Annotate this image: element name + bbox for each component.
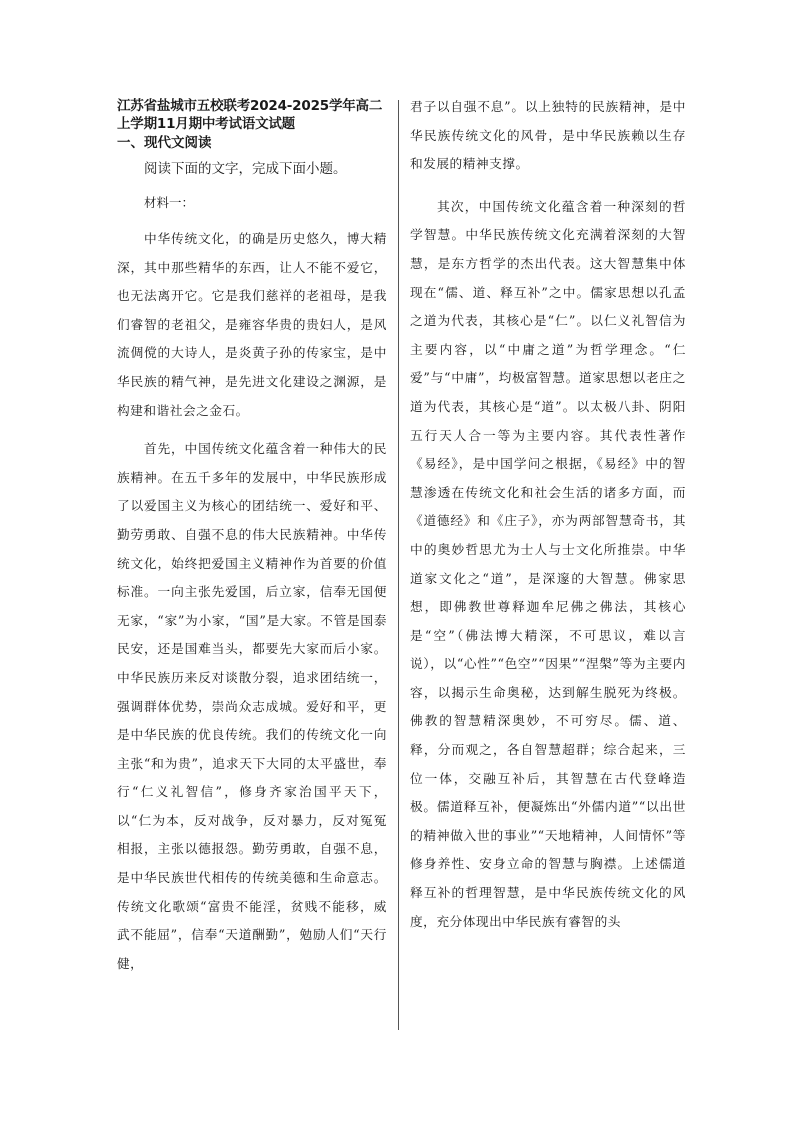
column-divider	[398, 100, 399, 1030]
instruction-text: 阅读下面的文字，完成下面小题。	[144, 161, 347, 177]
material-label: 材料一：	[144, 195, 195, 210]
right-column	[410, 97, 686, 936]
document-title: 江苏省盐城市五校联考2024-2025学年高二上学期11月期中考试语文试题	[117, 98, 383, 132]
left-column	[117, 97, 387, 978]
paragraph-3: 其次，中国传统文化蕴含着一种深刻的哲学智慧。中华民族传统文化充满着深刻的大智慧，是东方哲学的杰出代表。这大智慧集中体现在“儒、道、释互补”之中。儒家思想以孔孟之道为代表，其核心是“仁”。以仁义礼智信为主要内容，以“中庸之道”为哲学理念。“仁爱”与“中庸”，均极富智慧。道家思想以老庄之道为代表，其核心是“道”。以太极八卦、阴阳五行天人合一等为主要内容。其代表性著作《易经》，是中国学问之根据，《易经》中的智慧渗透在传统文化和社会生活的诸多方面，而《道德经》和《庄子》，亦为两部智慧奇书，其中的奥妙哲思尤为士人与士文化所推崇。中华道家文化之“道”，是深邃的大智慧。佛家思想，即佛教世尊释迦牟尼佛之佛法，其核心是“空”（佛法博大精深，不可思议，难以言说），以“心性”“色空”“因果”“涅槃”等为主要内容，以揭示生命奥秘，达到解生脱死为终极。佛教的智慧精深奥妙，不可穷尽。儒、道、释，分而观之，各自智慧超群；综合起来，三位一体，交融互补后，其智慧在古代登峰造极。儒道释互补，便凝炼出“外儒内道”“以出世的精神做入世的事业”“天地精神，人间情怀”等修身养性、安身立命的智慧与胸襟。上述儒道释互补的哲理智慧，是中华民族传统文化的风度，充分体现出中华民族有睿智的头	[410, 198, 686, 929]
section-heading: 一、现代文阅读	[117, 135, 212, 151]
paragraph-2-continued: 君子以自强不息”。以上独特的民族精神，是中华民族传统文化的风骨，是中华民族赖以生存和发展的精神支撑。	[410, 99, 686, 172]
paragraph-2: 首先，中国传统文化蕴含着一种伟大的民族精神。在五千多年的发展中，中华民族形成了以爱国主义为核心的团结统一、爱好和平、勤劳勇敢、自强不息的伟大民族精神。中华传统文化，始终把爱国主义精神作为首要的价值标准。一向主张先爱国，后立家，信奉无国便无家，“家”为小家，“国”是大家。不管是国泰民安，还是国难当头，都要先大家而后小家。中华民族历来反对谈散分裂，追求团结统一，强调群体优势，崇尚众志成城。爱好和平，更是中华民族的优良传统。我们的传统文化一向主张“和为贵”，追求天下大同的太平盛世，奉行“仁义礼智信”，修身齐家治国平天下，以“仁为本，反对战争，反对暴力，反对冤冤相报，主张以德报怨。勤劳勇敢，自强不息，是中华民族世代相传的传统美德和生命意志。传统文化歌颂“富贵不能淫，贫贱不能移，威武不能屈”，信奉“天道酬勤”，勉励人们“天行健，	[117, 441, 387, 971]
paragraph-1: 中华传统文化，的确是历史悠久，博大精深，其中那些精华的东西，让人不能不爱它，也无法离开它。它是我们慈祥的老祖母，是我们睿智的老祖父，是雍容华贵的贵妇人，是风流倜傥的大诗人，是炎黄子孙的传家宝，是中华民族的精气神，是先进文化建设之渊源，是构建和谐社会之金石。	[117, 231, 387, 418]
